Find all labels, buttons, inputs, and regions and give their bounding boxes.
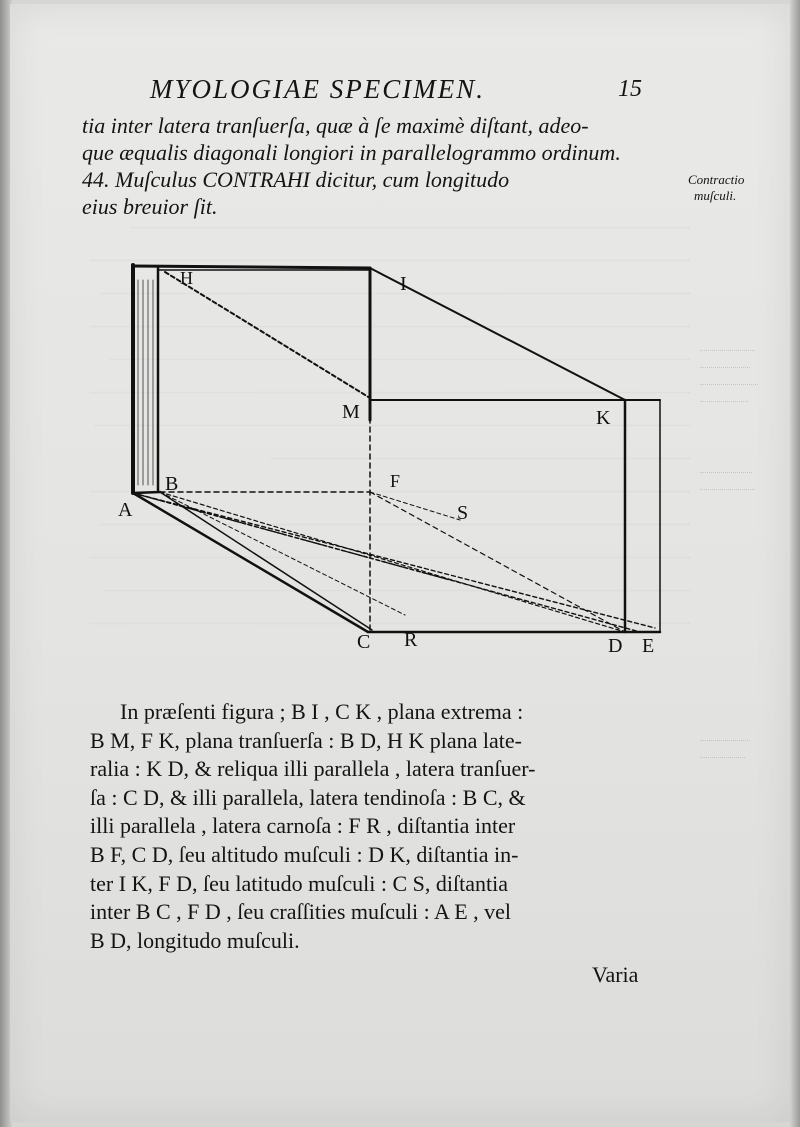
label-c: C <box>357 631 371 653</box>
label-b: B <box>165 473 179 495</box>
margin-note-line: Contractio <box>688 172 745 187</box>
label-k: K <box>596 407 611 429</box>
text-line: B F, C D, ſeu altitudo muſculi : D K, diſtantia in- <box>90 841 519 867</box>
text-line: ſa : C D, & illi parallela, latera tendinoſa : B C, & <box>90 784 526 810</box>
text-line: que æqualis diagonali longiori in parallelogrammo ordinum. <box>82 140 621 165</box>
text-line: illi parallela , latera carnoſa : F R , diſtantia inter <box>90 813 516 839</box>
margin-note-line: muſculi. <box>694 188 737 203</box>
figure-caption <box>90 698 690 955</box>
edge-bc <box>133 493 368 632</box>
label-h: H <box>180 268 193 288</box>
label-i: I <box>400 273 407 295</box>
label-d: D <box>608 635 623 657</box>
running-head: MYOLOGIAE SPECIMEN. <box>150 74 485 104</box>
edge-top <box>133 266 370 268</box>
diagonal-hm <box>165 272 370 398</box>
text-line: inter B C , F D , ſeu craſſities muſculi : A E , vel <box>90 899 512 925</box>
label-f: F <box>390 471 401 491</box>
page-number: 15 <box>618 76 642 102</box>
text-line: ralia : K D, & reliqua illi parallela , latera tranſuer- <box>90 756 536 782</box>
label-m: M <box>342 401 360 423</box>
text-line: In præſenti figura ; B I , C K , plana extrema : <box>120 699 524 724</box>
label-r: R <box>404 629 418 651</box>
text-line: B M, F K, plana tranſuerſa : B D, H K plana late- <box>90 727 522 753</box>
label-a: A <box>118 499 133 521</box>
text-line: 44. Muſculus CONTRAHI dicitur, cum longitudo <box>82 167 510 192</box>
text-line: ter I K, F D, ſeu latitudo muſculi : C S, diſtantia <box>90 870 508 896</box>
label-s: S <box>457 502 469 524</box>
text-line: eius breuior ſit. <box>82 194 218 219</box>
text-line: B D, longitudo muſculi. <box>90 927 300 953</box>
label-e: E <box>642 635 655 657</box>
catchword: Varia <box>592 962 639 987</box>
text-line: tia inter latera tranſuerſa, quæ à ſe maximè diſtant, adeo- <box>82 113 589 138</box>
